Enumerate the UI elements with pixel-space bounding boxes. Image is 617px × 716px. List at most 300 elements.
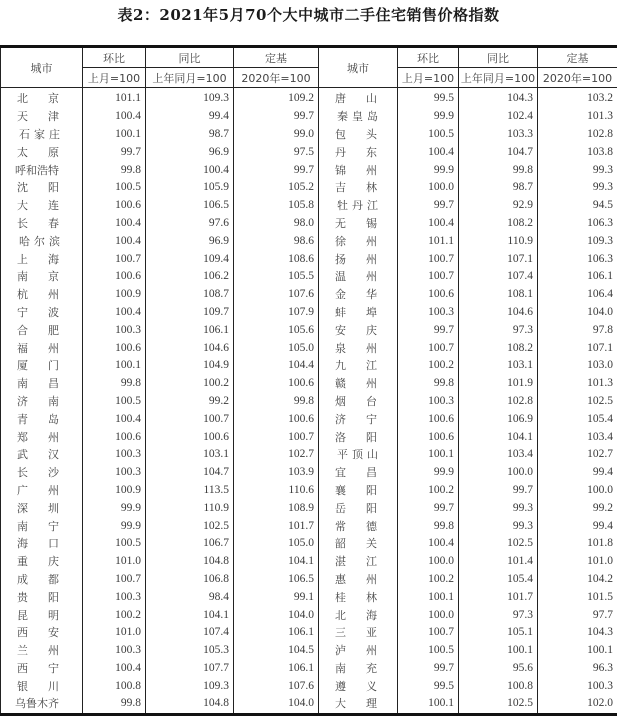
mom-index: 100.2 — [83, 606, 146, 624]
mom-index: 99.9 — [398, 161, 459, 179]
fixed-base-index: 98.0 — [234, 215, 319, 233]
fixed-base-index: 110.6 — [234, 482, 319, 500]
city-name: 南京 — [1, 268, 83, 286]
city-name: 杭州 — [1, 286, 83, 304]
fixed-base-index: 104.2 — [538, 571, 617, 589]
table-row — [1, 375, 617, 393]
mom-index: 99.7 — [398, 197, 459, 215]
yoy-index: 106.1 — [146, 321, 234, 339]
fixed-base-index: 105.2 — [234, 179, 319, 197]
mom-index: 100.4 — [398, 215, 459, 233]
table-row — [1, 571, 617, 589]
city-name: 吉林 — [319, 179, 398, 197]
yoy-index: 99.8 — [459, 161, 538, 179]
fixed-base-index: 106.4 — [538, 286, 617, 304]
yoy-index: 106.7 — [146, 535, 234, 553]
fixed-base-index: 99.3 — [538, 161, 617, 179]
mom-index: 100.7 — [398, 624, 459, 642]
fixed-base-index: 108.9 — [234, 499, 319, 517]
mom-index: 100.6 — [83, 268, 146, 286]
fixed-base-index: 99.3 — [538, 179, 617, 197]
mom-index: 100.5 — [398, 642, 459, 660]
fixed-base-index: 98.6 — [234, 232, 319, 250]
table-row — [1, 660, 617, 678]
yoy-index: 105.4 — [459, 571, 538, 589]
yoy-index: 101.9 — [459, 375, 538, 393]
yoy-index: 103.1 — [146, 446, 234, 464]
mom-index: 99.9 — [83, 517, 146, 535]
table-row — [1, 179, 617, 197]
mom-index: 100.1 — [83, 357, 146, 375]
mom-index: 100.1 — [398, 695, 459, 714]
city-name: 湛江 — [319, 553, 398, 571]
yoy-index: 101.4 — [459, 553, 538, 571]
table-row — [1, 268, 617, 286]
table-row — [1, 161, 617, 179]
table-title: 表2：2021年5月70个大中城市二手住宅销售价格指数 — [0, 4, 617, 25]
city-name: 重庆 — [1, 553, 83, 571]
yoy-index: 98.7 — [146, 126, 234, 144]
table-row — [1, 232, 617, 250]
city-name: 石家庄 — [1, 126, 83, 144]
city-name: 呼和浩特 — [1, 161, 83, 179]
mom-index: 100.5 — [398, 126, 459, 144]
yoy-index: 102.8 — [459, 393, 538, 411]
mom-index: 99.8 — [398, 375, 459, 393]
yoy-index: 96.9 — [146, 232, 234, 250]
fixed-base-index: 96.3 — [538, 660, 617, 678]
fixed-base-index: 101.0 — [538, 553, 617, 571]
header-mom-base-left: 上月=100 — [83, 68, 146, 88]
header-fixed-base-left: 2020年=100 — [234, 68, 319, 88]
mom-index: 100.3 — [83, 464, 146, 482]
yoy-index: 104.9 — [146, 357, 234, 375]
mom-index: 100.0 — [398, 553, 459, 571]
yoy-index: 107.7 — [146, 660, 234, 678]
city-name: 襄阳 — [319, 482, 398, 500]
mom-index: 99.7 — [398, 660, 459, 678]
yoy-index: 95.6 — [459, 660, 538, 678]
header-mom-left: 环比 — [83, 47, 146, 68]
fixed-base-index: 104.0 — [234, 606, 319, 624]
mom-index: 100.3 — [83, 446, 146, 464]
yoy-index: 107.1 — [459, 250, 538, 268]
city-name: 武汉 — [1, 446, 83, 464]
yoy-index: 104.8 — [146, 553, 234, 571]
mom-index: 100.7 — [398, 250, 459, 268]
city-name: 银川 — [1, 677, 83, 695]
city-name: 秦皇岛 — [319, 108, 398, 126]
yoy-index: 102.5 — [146, 517, 234, 535]
city-name: 太原 — [1, 143, 83, 161]
fixed-base-index: 109.2 — [234, 88, 319, 108]
yoy-index: 105.1 — [459, 624, 538, 642]
city-name: 赣州 — [319, 375, 398, 393]
mom-index: 100.7 — [398, 339, 459, 357]
city-name: 郑州 — [1, 428, 83, 446]
yoy-index: 105.3 — [146, 642, 234, 660]
table-row — [1, 143, 617, 161]
city-name: 扬州 — [319, 250, 398, 268]
city-name: 福州 — [1, 339, 83, 357]
table-row — [1, 677, 617, 695]
fixed-base-index: 104.5 — [234, 642, 319, 660]
mom-index: 100.0 — [398, 606, 459, 624]
fixed-base-index: 103.8 — [538, 143, 617, 161]
header-row-2 — [1, 68, 617, 88]
table-row — [1, 393, 617, 411]
fixed-base-index: 105.0 — [234, 339, 319, 357]
fixed-base-index: 103.4 — [538, 428, 617, 446]
header-row-1 — [1, 47, 617, 68]
header-mom-right: 环比 — [398, 47, 459, 68]
table-row — [1, 695, 617, 714]
yoy-index: 106.5 — [146, 197, 234, 215]
city-name: 安庆 — [319, 321, 398, 339]
city-name: 北海 — [319, 606, 398, 624]
fixed-base-index: 102.7 — [234, 446, 319, 464]
yoy-index: 107.4 — [459, 268, 538, 286]
mom-index: 99.8 — [83, 161, 146, 179]
table-row — [1, 286, 617, 304]
mom-index: 100.5 — [83, 535, 146, 553]
fixed-base-index: 106.1 — [538, 268, 617, 286]
mom-index: 100.1 — [398, 446, 459, 464]
fixed-base-index: 106.1 — [234, 660, 319, 678]
mom-index: 100.4 — [398, 143, 459, 161]
fixed-base-index: 99.8 — [234, 393, 319, 411]
mom-index: 100.4 — [398, 535, 459, 553]
table-row — [1, 642, 617, 660]
mom-index: 100.3 — [398, 304, 459, 322]
table-row — [1, 304, 617, 322]
city-name: 泸州 — [319, 642, 398, 660]
table-row — [1, 588, 617, 606]
city-name: 唐山 — [319, 88, 398, 108]
yoy-index: 97.3 — [459, 321, 538, 339]
fixed-base-index: 105.5 — [234, 268, 319, 286]
city-name: 无锡 — [319, 215, 398, 233]
yoy-index: 100.7 — [146, 410, 234, 428]
fixed-base-index: 99.2 — [538, 499, 617, 517]
mom-index: 100.8 — [83, 677, 146, 695]
fixed-base-index: 101.3 — [538, 108, 617, 126]
fixed-base-index: 99.0 — [234, 126, 319, 144]
header-yoy-base-right: 上年同月=100 — [459, 68, 538, 88]
city-name: 济宁 — [319, 410, 398, 428]
yoy-index: 101.7 — [459, 588, 538, 606]
mom-index: 100.7 — [83, 250, 146, 268]
header-fixed-base-right: 2020年=100 — [538, 68, 617, 88]
city-name: 西安 — [1, 624, 83, 642]
yoy-index: 104.3 — [459, 88, 538, 108]
city-name: 海口 — [1, 535, 83, 553]
yoy-index: 103.3 — [459, 126, 538, 144]
yoy-index: 100.0 — [459, 464, 538, 482]
city-name: 深圳 — [1, 499, 83, 517]
mom-index: 100.1 — [83, 126, 146, 144]
mom-index: 100.6 — [398, 286, 459, 304]
header-city-right: 城市 — [319, 47, 398, 88]
table-row — [1, 535, 617, 553]
fixed-base-index: 103.2 — [538, 88, 617, 108]
table-row — [1, 250, 617, 268]
fixed-base-index: 97.8 — [538, 321, 617, 339]
city-name: 遵义 — [319, 677, 398, 695]
yoy-index: 113.5 — [146, 482, 234, 500]
mom-index: 100.2 — [398, 357, 459, 375]
header-fixed-right: 定基 — [538, 47, 617, 68]
fixed-base-index: 104.3 — [538, 624, 617, 642]
fixed-base-index: 100.1 — [538, 642, 617, 660]
fixed-base-index: 99.4 — [538, 464, 617, 482]
fixed-base-index: 104.0 — [234, 695, 319, 714]
yoy-index: 109.3 — [146, 677, 234, 695]
city-name: 广州 — [1, 482, 83, 500]
fixed-base-index: 106.3 — [538, 215, 617, 233]
fixed-base-index: 101.3 — [538, 375, 617, 393]
table-body — [1, 88, 617, 715]
fixed-base-index: 99.7 — [234, 161, 319, 179]
mom-index: 101.1 — [83, 88, 146, 108]
city-name: 烟台 — [319, 393, 398, 411]
table-row — [1, 446, 617, 464]
yoy-index: 104.1 — [146, 606, 234, 624]
yoy-index: 99.3 — [459, 517, 538, 535]
city-name: 厦门 — [1, 357, 83, 375]
city-name: 泉州 — [319, 339, 398, 357]
yoy-index: 92.9 — [459, 197, 538, 215]
fixed-base-index: 105.4 — [538, 410, 617, 428]
city-name: 徐州 — [319, 232, 398, 250]
fixed-base-index: 102.0 — [538, 695, 617, 714]
mom-index: 99.7 — [398, 321, 459, 339]
yoy-index: 100.6 — [146, 428, 234, 446]
mom-index: 100.2 — [398, 571, 459, 589]
city-name: 贵阳 — [1, 588, 83, 606]
mom-index: 100.0 — [398, 179, 459, 197]
mom-index: 100.7 — [398, 268, 459, 286]
city-name: 青岛 — [1, 410, 83, 428]
yoy-index: 99.3 — [459, 499, 538, 517]
yoy-index: 104.7 — [459, 143, 538, 161]
fixed-base-index: 107.6 — [234, 677, 319, 695]
fixed-base-index: 103.0 — [538, 357, 617, 375]
city-name: 大理 — [319, 695, 398, 714]
mom-index: 100.3 — [83, 642, 146, 660]
table-row — [1, 482, 617, 500]
mom-index: 100.4 — [83, 232, 146, 250]
yoy-index: 108.1 — [459, 286, 538, 304]
header-city-left: 城市 — [1, 47, 83, 88]
city-name: 沈阳 — [1, 179, 83, 197]
yoy-index: 108.7 — [146, 286, 234, 304]
yoy-index: 100.8 — [459, 677, 538, 695]
yoy-index: 97.6 — [146, 215, 234, 233]
mom-index: 100.3 — [83, 321, 146, 339]
city-name: 温州 — [319, 268, 398, 286]
yoy-index: 108.2 — [459, 215, 538, 233]
yoy-index: 97.3 — [459, 606, 538, 624]
table-row — [1, 126, 617, 144]
fixed-base-index: 107.9 — [234, 304, 319, 322]
city-name: 锦州 — [319, 161, 398, 179]
table-row — [1, 606, 617, 624]
city-name: 牡丹江 — [319, 197, 398, 215]
yoy-index: 109.4 — [146, 250, 234, 268]
fixed-base-index: 104.1 — [234, 553, 319, 571]
city-name: 金华 — [319, 286, 398, 304]
city-name: 成都 — [1, 571, 83, 589]
fixed-base-index: 101.8 — [538, 535, 617, 553]
fixed-base-index: 99.4 — [538, 517, 617, 535]
header-fixed-left: 定基 — [234, 47, 319, 68]
table-row — [1, 464, 617, 482]
yoy-index: 98.7 — [459, 179, 538, 197]
fixed-base-index: 99.1 — [234, 588, 319, 606]
mom-index: 100.9 — [83, 482, 146, 500]
mom-index: 100.7 — [83, 571, 146, 589]
yoy-index: 104.7 — [146, 464, 234, 482]
city-name: 南宁 — [1, 517, 83, 535]
mom-index: 100.5 — [83, 393, 146, 411]
city-name: 上海 — [1, 250, 83, 268]
fixed-base-index: 100.3 — [538, 677, 617, 695]
mom-index: 100.4 — [83, 660, 146, 678]
fixed-base-index: 100.7 — [234, 428, 319, 446]
yoy-index: 100.2 — [146, 375, 234, 393]
fixed-base-index: 106.5 — [234, 571, 319, 589]
mom-index: 101.0 — [83, 624, 146, 642]
fixed-base-index: 105.0 — [234, 535, 319, 553]
fixed-base-index: 94.5 — [538, 197, 617, 215]
city-name: 昆明 — [1, 606, 83, 624]
city-name: 合肥 — [1, 321, 83, 339]
mom-index: 100.4 — [83, 304, 146, 322]
city-name: 惠州 — [319, 571, 398, 589]
city-name: 长春 — [1, 215, 83, 233]
city-name: 兰州 — [1, 642, 83, 660]
yoy-index: 107.4 — [146, 624, 234, 642]
mom-index: 99.8 — [83, 695, 146, 714]
city-name: 韶关 — [319, 535, 398, 553]
city-name: 平顶山 — [319, 446, 398, 464]
yoy-index: 103.1 — [459, 357, 538, 375]
fixed-base-index: 105.8 — [234, 197, 319, 215]
yoy-index: 98.4 — [146, 588, 234, 606]
mom-index: 101.0 — [83, 553, 146, 571]
city-name: 南昌 — [1, 375, 83, 393]
yoy-index: 106.2 — [146, 268, 234, 286]
city-name: 丹东 — [319, 143, 398, 161]
mom-index: 101.1 — [398, 232, 459, 250]
city-name: 洛阳 — [319, 428, 398, 446]
fixed-base-index: 97.7 — [538, 606, 617, 624]
mom-index: 99.8 — [83, 375, 146, 393]
header-mom-base-right: 上月=100 — [398, 68, 459, 88]
mom-index: 100.4 — [83, 108, 146, 126]
header-yoy-right: 同比 — [459, 47, 538, 68]
mom-index: 100.6 — [83, 428, 146, 446]
city-name: 哈尔滨 — [1, 232, 83, 250]
fixed-base-index: 106.3 — [538, 250, 617, 268]
yoy-index: 96.9 — [146, 143, 234, 161]
mom-index: 100.3 — [83, 588, 146, 606]
mom-index: 99.9 — [398, 464, 459, 482]
city-name: 九江 — [319, 357, 398, 375]
table-row — [1, 357, 617, 375]
mom-index: 99.9 — [83, 499, 146, 517]
fixed-base-index: 107.6 — [234, 286, 319, 304]
mom-index: 100.4 — [83, 410, 146, 428]
yoy-index: 106.9 — [459, 410, 538, 428]
fixed-base-index: 100.0 — [538, 482, 617, 500]
fixed-base-index: 109.3 — [538, 232, 617, 250]
mom-index: 99.7 — [83, 143, 146, 161]
yoy-index: 104.6 — [459, 304, 538, 322]
city-name: 南充 — [319, 660, 398, 678]
city-name: 蚌埠 — [319, 304, 398, 322]
mom-index: 99.8 — [398, 517, 459, 535]
mom-index: 100.6 — [83, 197, 146, 215]
header-yoy-base-left: 上年同月=100 — [146, 68, 234, 88]
yoy-index: 110.9 — [146, 499, 234, 517]
fixed-base-index: 97.5 — [234, 143, 319, 161]
yoy-index: 110.9 — [459, 232, 538, 250]
city-name: 西宁 — [1, 660, 83, 678]
yoy-index: 109.7 — [146, 304, 234, 322]
yoy-index: 103.4 — [459, 446, 538, 464]
fixed-base-index: 105.6 — [234, 321, 319, 339]
fixed-base-index: 107.1 — [538, 339, 617, 357]
table-row — [1, 428, 617, 446]
fixed-base-index: 100.6 — [234, 410, 319, 428]
table-row — [1, 197, 617, 215]
fixed-base-index: 106.1 — [234, 624, 319, 642]
city-name: 桂林 — [319, 588, 398, 606]
table-row — [1, 499, 617, 517]
mom-index: 99.7 — [398, 499, 459, 517]
yoy-index: 102.5 — [459, 695, 538, 714]
city-name: 北京 — [1, 88, 83, 108]
fixed-base-index: 101.5 — [538, 588, 617, 606]
city-name: 宜昌 — [319, 464, 398, 482]
mom-index: 100.5 — [83, 179, 146, 197]
fixed-base-index: 103.9 — [234, 464, 319, 482]
mom-index: 100.3 — [398, 393, 459, 411]
price-index-table — [0, 45, 617, 716]
city-name: 济南 — [1, 393, 83, 411]
city-name: 大连 — [1, 197, 83, 215]
table-row — [1, 108, 617, 126]
mom-index: 100.2 — [398, 482, 459, 500]
fixed-base-index: 99.7 — [234, 108, 319, 126]
fixed-base-index: 104.0 — [538, 304, 617, 322]
yoy-index: 106.8 — [146, 571, 234, 589]
table-row — [1, 215, 617, 233]
yoy-index: 104.6 — [146, 339, 234, 357]
mom-index: 99.9 — [398, 108, 459, 126]
mom-index: 100.1 — [398, 588, 459, 606]
table-row — [1, 410, 617, 428]
yoy-index: 102.5 — [459, 535, 538, 553]
city-name: 宁波 — [1, 304, 83, 322]
mom-index: 100.6 — [83, 339, 146, 357]
mom-index: 100.6 — [398, 410, 459, 428]
yoy-index: 104.8 — [146, 695, 234, 714]
mom-index: 100.9 — [83, 286, 146, 304]
mom-index: 99.5 — [398, 677, 459, 695]
